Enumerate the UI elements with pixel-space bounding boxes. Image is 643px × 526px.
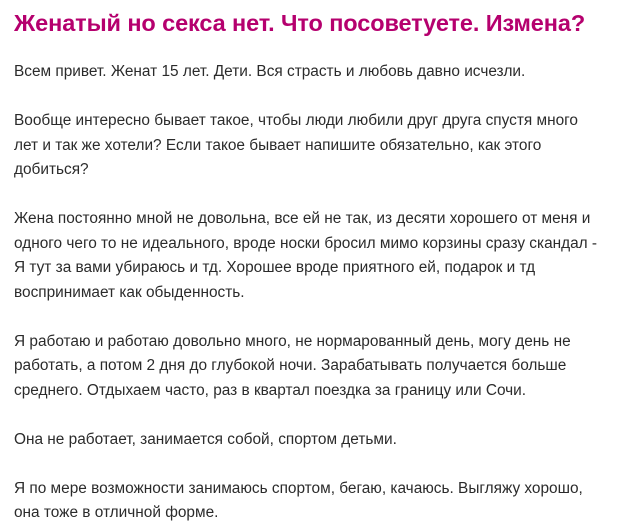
paragraph-line: работать, а потом 2 дня до глубокой ночи. Зарабатывать получается больше [14,357,567,374]
paragraph-line: Я тут за вами убираюсь и тд. Хорошее вроде приятного ей, подарок и тд [14,259,536,276]
paragraph-line: лет и так же хотели? Если такое бывает напишите обязательно, как этого [14,136,542,154]
paragraph-line: Я по мере возможности занимаюсь спортом, бегаю, качаюсь. Выгляжу хорошо, [14,479,583,497]
paragraph-sport [14,477,639,526]
paragraph-line: одного чего то не идеального, вроде носки бросил мимо корзины сразу скандал - [14,234,598,252]
paragraph-line: Вообще интересно бывает такое, чтобы люди любили друг друга спустя много [14,112,578,129]
paragraph-line: добиться? [14,161,89,178]
paragraph-line: она тоже в отличной форме. [14,504,219,521]
paragraph-line: Она не работает, занимается собой, спортом детьми. [14,430,397,448]
paragraph-line: Жена постоянно мной не довольна, все ей не так, из десяти хорошего от меня и [14,210,591,227]
paragraph-line: Я работаю и работаю довольно много, не нормарованный день, могу день не [14,332,571,350]
paragraph-greeting [14,60,639,85]
article-title: Женатый но секса нет. Что посоветуете. Измена? [14,10,586,36]
article [14,0,639,526]
paragraph-line: среднего. Отдыхаем часто, раз в квартал поездка за границу или Сочи. [14,381,527,399]
paragraph-question [14,109,639,183]
paragraph-wife [14,207,639,305]
paragraph-line: Всем привет. Женат 15 лет. Дети. Вся страсть и любовь давно исчезли. [14,63,526,80]
paragraph-work [14,330,639,404]
paragraph-line: воспринимает как обыденность. [14,283,245,301]
paragraph-she [14,428,639,453]
